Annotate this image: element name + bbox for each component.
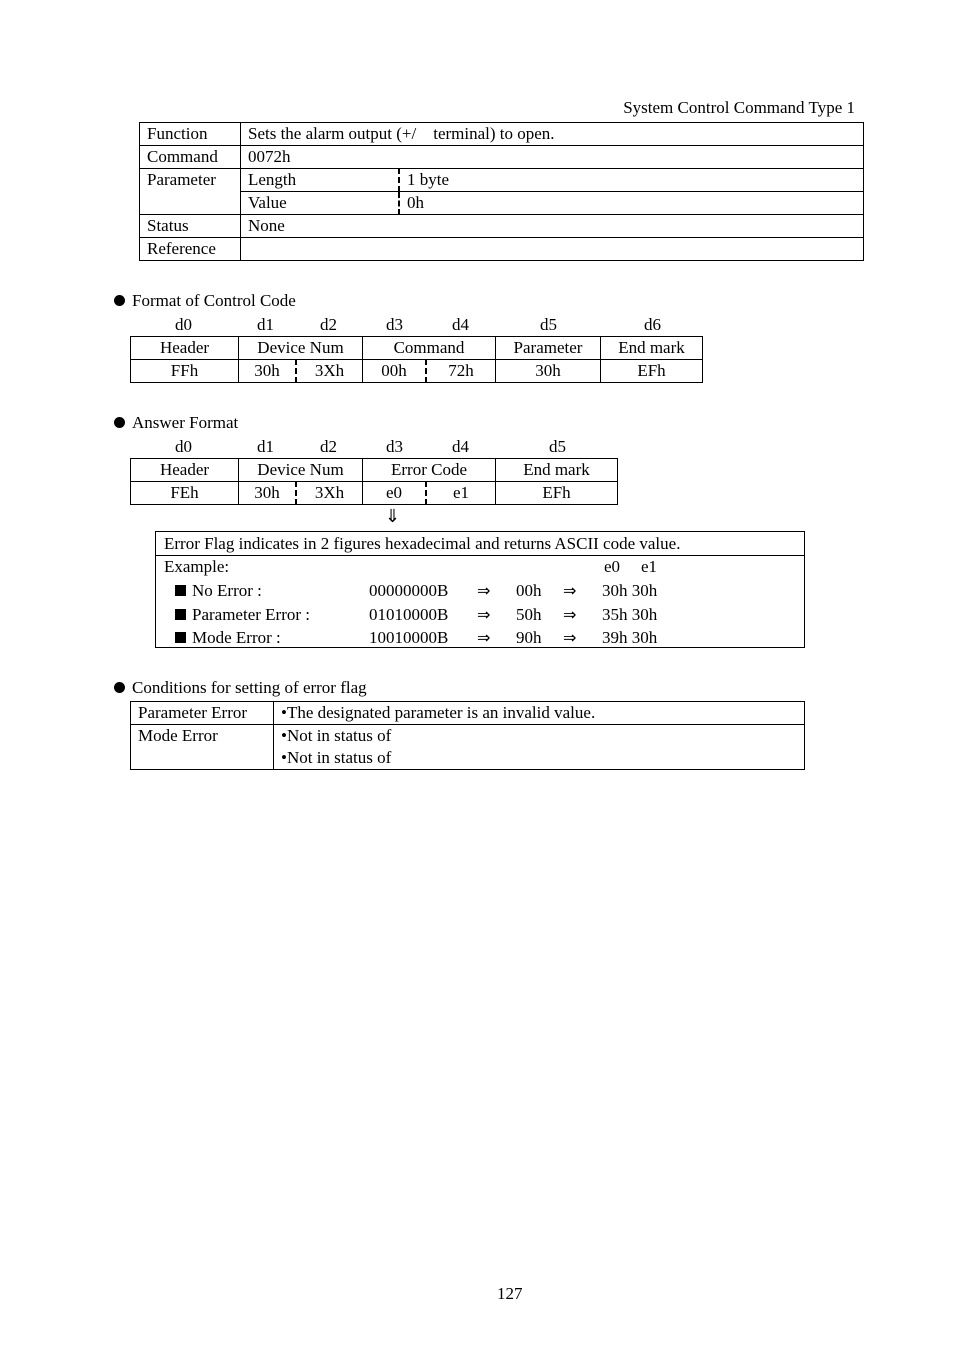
answer-heading [114,413,238,433]
reference-label: Reference [140,238,241,261]
control-header-endmark: End mark [601,337,703,360]
col-e0-label: e0 [604,557,621,576]
status-row [140,215,864,238]
control-heading-text: Format of Control Code [132,291,296,310]
answer-index-d4: d4 [452,437,469,456]
col-e1-label: e1 [641,557,658,576]
arrow-right-icon: ⇒ [563,628,577,647]
answer-heading-text: Answer Format [132,413,239,432]
mode-error-bin: 10010000B [369,628,449,647]
parameter-error-bin: 01010000B [369,605,449,624]
length-value: 1 byte [399,169,864,192]
parameter-error-row [131,702,805,725]
function-label: Function [140,123,241,146]
conditions-table [130,701,805,770]
control-code-table [130,336,703,383]
control-index-d1: d1 [257,315,274,334]
command-label: Command [140,146,241,169]
command-value: 0072h [241,146,864,169]
function-value: Sets the alarm output (+/ terminal) to open. [241,123,864,146]
square-icon [175,609,186,620]
value-value: 0h [399,192,864,215]
square-icon [175,632,186,643]
control-value-d1: 30h [239,360,297,383]
mode-error-name: Mode Error : [175,628,281,648]
answer-header-errorcode: Error Code [363,459,496,482]
error-flag-divider [156,555,804,556]
arrow-right-icon: ⇒ [477,581,491,600]
control-value-d6: EFh [601,360,703,383]
answer-format-table [130,458,618,505]
arrow-right-icon: ⇒ [477,605,491,624]
error-flag-intro: Error Flag indicates in 2 figures hexadecimal and returns ASCII code value. [164,534,681,553]
control-header-header: Header [131,337,239,360]
control-header-command: Command [363,337,496,360]
command-row [140,146,864,169]
answer-index-d2: d2 [320,437,337,456]
no-error-ascii: 30h 30h [602,581,658,600]
parameter-error-ascii: 35h 30h [602,605,658,624]
answer-header-device: Device Num [239,459,363,482]
answer-value-endmark: EFh [496,482,618,505]
value-label: Value [241,192,400,215]
parameter-label: Parameter [140,169,241,215]
control-header-parameter: Parameter [496,337,601,360]
answer-header-row [131,459,618,482]
conditions-heading-text: Conditions for setting of error flag [132,678,367,697]
mode-error-row [131,725,805,770]
example-label: Example: [164,557,230,576]
no-error-hex: 00h [516,581,542,600]
control-index-d0: d0 [175,315,192,334]
mode-error-text [274,725,805,770]
function-row [140,123,864,146]
arrow-right-icon: ⇒ [477,628,491,647]
mode-error-label: Mode Error [131,725,274,770]
answer-value-e0: e0 [363,482,427,505]
control-index-d3: d3 [386,315,403,334]
control-index-d5: d5 [540,315,557,334]
bullet-icon [114,682,125,693]
control-value-row [131,360,703,383]
answer-index-d0: d0 [175,437,192,456]
page-header: System Control Command Type 1 [623,98,855,117]
no-error-bin: 00000000B [369,581,449,600]
mode-error-text-1: •Not in status of [281,726,392,745]
no-error-name: No Error : [175,581,262,601]
control-header-device: Device Num [239,337,363,360]
answer-index-d1: d1 [257,437,274,456]
control-value-d4: 72h [426,360,496,383]
control-index-d6: d6 [644,315,661,334]
control-heading [114,291,296,311]
mode-error-ascii: 39h 30h [602,628,658,647]
arrow-right-icon: ⇒ [563,581,577,600]
arrow-right-icon: ⇒ [563,605,577,624]
command-spec-table [139,122,864,261]
answer-value-d2: 3Xh [296,482,363,505]
answer-value-row [131,482,618,505]
conditions-heading [114,678,367,698]
mode-error-hex: 90h [516,628,542,647]
bullet-icon [114,295,125,306]
parameter-error-hex: 50h [516,605,542,624]
control-header-row [131,337,703,360]
answer-index-d3: d3 [386,437,403,456]
answer-value-d1: 30h [239,482,297,505]
answer-value-e1: e1 [426,482,496,505]
parameter-error-label: Parameter Error [131,702,274,725]
status-value: None [241,215,864,238]
page-number: 127 [497,1284,523,1303]
parameter-error-text: •The designated parameter is an invalid value. [274,702,805,725]
status-label: Status [140,215,241,238]
control-index-d4: d4 [452,315,469,334]
control-value-d5: 30h [496,360,601,383]
control-value-d2: 3Xh [296,360,363,383]
parameter-length-row [140,169,864,192]
control-index-d2: d2 [320,315,337,334]
answer-index-d5: d5 [549,437,566,456]
error-flag-box [155,531,805,648]
reference-value [241,238,864,261]
square-icon [175,585,186,596]
control-value-d3: 00h [363,360,427,383]
bullet-icon [114,417,125,428]
parameter-value-row [140,192,864,215]
control-value-header: FFh [131,360,239,383]
down-arrow-icon: ⇓ [385,506,401,527]
reference-row [140,238,864,261]
length-label: Length [241,169,400,192]
mode-error-text-2: •Not in status of [281,748,392,767]
answer-header-endmark: End mark [496,459,618,482]
parameter-error-name: Parameter Error : [175,605,310,625]
answer-value-header: FEh [131,482,239,505]
answer-header-header: Header [131,459,239,482]
